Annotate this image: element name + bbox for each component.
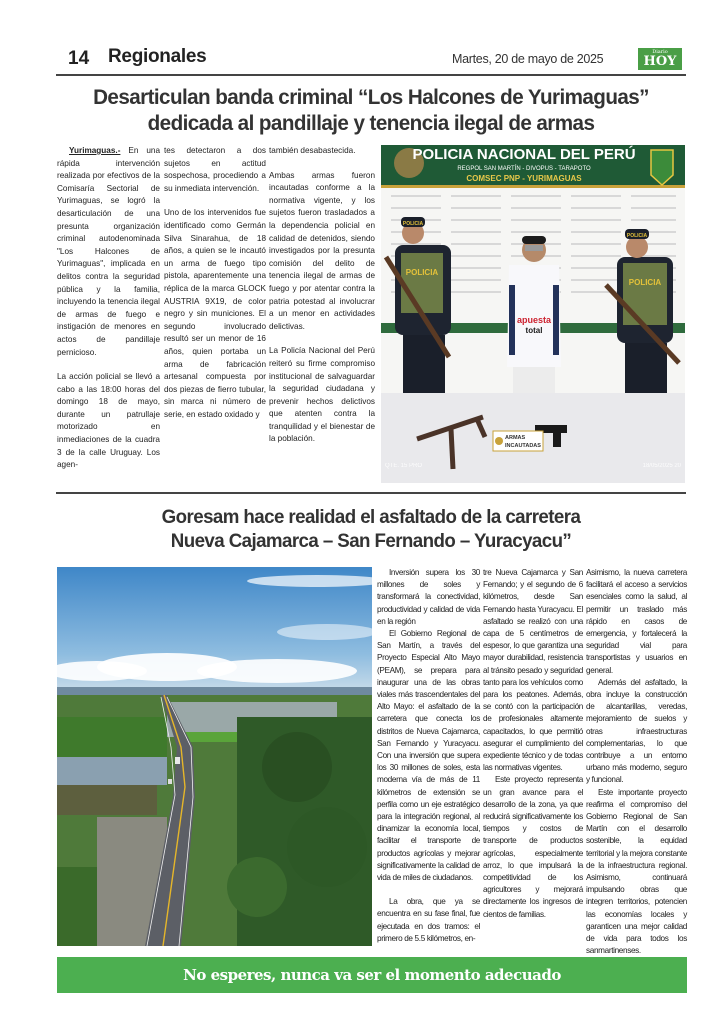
slogan-banner: No esperes, nunca va ser el momento adecuado — [57, 957, 687, 993]
photo-stamp-right: 18/05/2025 20 — [642, 463, 681, 469]
article1-paragraph: En una rápida intervención realizada por efectivos de la Comisaría Sectorial de Yurimaguas, se logró la desarticulación de una presunta organización criminal autodenominada "Los Halcones de Yurimaguas", implicada en delitos contra la seguridad pública y la familia, incluyendo la tenencia ilegal de armas de fuego e instigación de menores en actos de pandillaje pernicioso. — [57, 146, 160, 357]
svg-text:ARMAS: ARMAS — [505, 435, 526, 441]
photo-stamp-left: QTE. 15 PRO — [385, 463, 423, 469]
article1-column-1 — [57, 145, 160, 472]
article2-column-2 — [483, 567, 583, 921]
page-number: 14 — [68, 48, 90, 69]
logo-big-text: HOY — [643, 54, 677, 69]
issue-date: Martes, 20 de mayo de 2025 — [452, 52, 604, 66]
article2-headline-line1: Goresam hace realidad el asfaltado de la carretera — [161, 506, 581, 528]
svg-text:POLICIA: POLICIA — [628, 278, 662, 287]
article1-paragraph: también desabastecida. — [269, 146, 356, 155]
road-aerial-photo — [57, 567, 372, 946]
logo-small-text: Diario — [652, 49, 668, 55]
article1-headline-line1: Desarticulan banda criminal “Los Halcones de Yurimaguas” — [93, 85, 649, 109]
svg-text:INCAUTADAS: INCAUTADAS — [505, 443, 541, 449]
article1-paragraph: Uno de los intervenidos fue identificado como Germán Silva Sinarahua, de 18 años, a quien se le incautó un arma de fuego tipo pistola, aparentemente una réplica de la marca GLOCK AUSTRIA 9X19, de color negro y sin municiones. El segundo involucrado resultó ser un menor de 16 años, quien portaba un arma de fabricación artesanal compuesta por dos piezas de fierro tubular, sin marca ni número de serie, en estado oxidado y — [164, 208, 266, 419]
page-header — [56, 44, 686, 72]
section-title: Regionales — [108, 46, 207, 67]
article1-headline-line2: dedicada al pandillaje y tenencia ilegal de armas — [147, 111, 595, 135]
svg-text:total: total — [525, 326, 543, 335]
article2-paragraph: Además del asfaltado, la obra incluye la construcción de alcantarillas, veredas, mejoramiento de suelos y otras infraestructuras complementarias, lo que contribuye a un entorno urbano más moderno, seguro y funcional. — [586, 677, 687, 785]
police-arrest-photo — [381, 145, 685, 483]
article1-paragraph: tes detectaron a dos sujetos en actitud sospechosa, procediendo a su inmediata intervención. — [164, 146, 266, 193]
police-banner-sub1: REGPOL SAN MARTÍN - DIVOPUS - TARAPOTO — [457, 166, 591, 172]
svg-text:POLICIA: POLICIA — [626, 233, 648, 239]
article2-column-1 — [377, 567, 480, 945]
article2-subhead: Inversión supera los 30 millones de soles y transformará la conectividad, productividad y calidad de vida en la región — [377, 568, 480, 626]
article1-paragraph: La Policía Nacional del Perú reiteró su firme compromiso institucional de salvaguardar la seguridad ciudadana y prevenir hechos delictivos que atenten contra la tranquilidad y el bienestar de la población. — [269, 346, 375, 444]
svg-text:POLICIA: POLICIA — [405, 268, 439, 277]
article2-paragraph: Este proyecto representa un gran avance para el desarrollo de la zona, ya que reducirá significativamente los tiempos y costos de transporte de productos agrícolas, especialmente arroz, lo que impulsará la competitividad de los agricultores y mejorará directamente los ingresos de cientos de familias. — [483, 775, 583, 919]
article1-paragraph: La acción policial se llevó a cabo a las 18:00 horas del domingo 18 de mayo, durante un patrullaje motorizado en inmediaciones de la cuadra 3 de la calle Uruguay. Los agen- — [57, 372, 160, 470]
header-divider — [56, 74, 686, 76]
svg-text:POLICIA: POLICIA — [402, 221, 424, 227]
svg-text:apuesta: apuesta — [516, 315, 552, 325]
article2-headline-line2: Nueva Cajamarca – San Fernando – Yuracyacu” — [170, 530, 572, 552]
article2-paragraph: El Gobierno Regional de San Martín, a través del Proyecto Especial Alto Mayo (PEAM), se prepara para inaugurar una de las obras viales más trascendentales del Alto Mayo: el asfaltado de la carretera que conecta los distritos de Nueva Cajamarca, San Fernando y Yuracyacu. Con una inversión que supera los 30 millones de soles, esta moderna vía de más de 11 kilómetros de extensión se perfila como un eje estratégico para la integración regional, al dinamizar la economía local, facilitar el transporte de productos agrícolas y mejorar significativamente la calidad de vida de miles de ciudadanos. — [377, 629, 480, 883]
article-divider — [56, 492, 686, 494]
dateline: Yurimaguas.- — [69, 146, 121, 155]
article2-headline — [69, 505, 674, 553]
article2-paragraph: tre Nueva Cajamarca y San Fernando; y el segundo de 6 kilómetros, desde San Fernando hasta Yuracyacu. El asfaltado se realizó con una capa de 5 centímetros de espesor, lo que garantiza una mayor durabilidad, resistencia al tránsito pesado y seguridad tanto para los vehículos como para los peatones. Además, se contó con la participación de profesionales altamente capacitados, lo que permitió asegurar el cumplimiento del expediente técnico y de todas las normativas vigentes. — [483, 568, 583, 773]
article2-paragraph: La obra, que ya se encuentra en su fase final, fue ejecutada en dos tramos: el primero de 5.5 kilómetros, en- — [377, 897, 480, 943]
article1-headline — [69, 84, 674, 136]
article2-paragraph: Asimismo, la nueva carretera facilitará el acceso a servicios esenciales como la salud, al permitir un traslado más rápido en casos de emergencia, y fortalecerá la seguridad vial para transportistas y usuarios en general. — [586, 568, 687, 675]
armas-incautadas-card — [493, 431, 543, 451]
article2-paragraph: Este importante proyecto reafirma el compromiso del Gobierno Regional de San Martín con el desarrollo sostenible, la equidad territorial y la mejora constante de la infraestructura regional. Asimismo, continuará impulsando obras que integren territorios, potencien las economías locales y garanticen una mejor calidad de vida para todos los sanmartinenses. — [586, 787, 687, 956]
article1-column-2 — [164, 145, 266, 421]
article1-column-3 — [269, 145, 375, 446]
diario-hoy-logo — [638, 48, 682, 70]
police-banner-title: POLICIA NACIONAL DEL PERÚ — [412, 146, 636, 163]
article1-paragraph: Ambas armas fueron incautadas conforme a la normativa vigente, y los sujetos fueron trasladados a la dependencia policial en calidad de detenidos, siendo investigados por la presunta comisión del delito de tenencia ilegal de armas de fuego y por atentar contra la patria potestad al involucrar a un menor en actividades delictivas. — [269, 170, 375, 331]
police-banner-sub2: COMSEC PNP - YURIMAGUAS — [466, 174, 582, 183]
article2-column-3 — [586, 567, 687, 958]
